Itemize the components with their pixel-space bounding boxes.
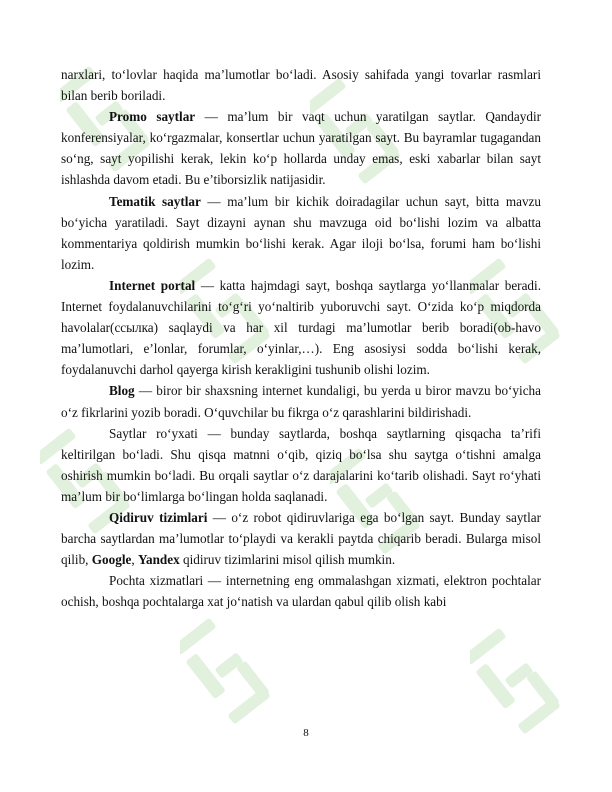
paragraph-text: , — [131, 552, 138, 568]
page-body — [61, 64, 541, 612]
paragraph-saytlar-royxati — [61, 423, 541, 507]
paragraph-text: qidiruv tizimlarini misol qilish mumkin. — [179, 552, 396, 568]
term-yandex: Yandex — [137, 552, 180, 568]
term-promo-saytlar: Promo saytlar — [109, 109, 196, 125]
paragraph-promo-saytlar — [61, 106, 541, 190]
paragraph-blog — [61, 380, 541, 422]
term-tematik-saytlar: Tematik saytlar — [109, 193, 201, 209]
paragraph-text: — ma’lum bir kichik doiradagilar uchun sayt, bitta mavzu bo‘yicha yaratiladi. Sayt dizayni aynan shu mavzuga oid bo‘lishi lozim va albatta kommentariya qoldirish mumkin bo‘lishi kerak. Agar iloji bo‘lsa, forumi ham bo‘lishi lozim. — [61, 193, 542, 272]
paragraph-text: Saytlar ro‘yxati — bunday saytlarda, boshqa saytlarning qisqacha ta’rifi keltirilgan bo‘ladi. Shu qisqa matnni o‘qib, qiziq bo‘lsa shu saytga o‘tishni amalga oshirish mumkin bo‘ladi. Bu orqali saytlar o‘z darajalarini ko‘tarib olishadi. Sayt ro‘yhati ma’lum bir bo‘limlarga bo‘lingan holda saqlanadi. — [61, 425, 541, 504]
term-blog: Blog — [109, 383, 135, 399]
paragraph-text: — biror bir shaxsning internet kundaligi, bu yerda u biror mavzu bo‘yicha o‘z fikrlarini yozib boradi. O‘quvchilar bu fikrga o‘z qarashlarini bildirishadi. — [61, 383, 541, 420]
paragraph-qidiruv-tizimlari — [61, 507, 541, 570]
paragraph-text: — katta hajmdagi sayt, boshqa saytlarga yo‘llanmalar beradi. Internet foydalanuvchilarini to‘g‘ri yo‘naltirib yuboruvchi sayt. O‘zida ko‘p miqdorda havolalar(ссылка) saqlaydi va har xil turdagi ma’lumotlar berib boradi(ob-havo ma’lumotlari, e’lonlar, forumlar, o‘yinlar,…). Eng asosiysi sodda bo‘lishi kerak, foydalanuvchi darhol qayerga kirish kerakligini tushunib olishi lozim. — [61, 277, 541, 378]
paragraph-text: narxlari, to‘lovlar haqida ma’lumotlar bo‘ladi. Asosiy sahifada yangi tovarlar rasmlari bilan berib boriladi. — [61, 67, 541, 104]
paragraph-tematik-saytlar — [61, 191, 541, 275]
term-qidiruv-tizimlari: Qidiruv tizimlari — [109, 509, 208, 525]
paragraph-text: — o‘z robot qidiruvlariga ega bo‘lgan sayt. Bunday saytlar barcha saytlardan ma’lumotlar to‘playdi va kerakli paytda chiqarib beradi. Bularga misol qilib, — [61, 509, 541, 568]
document-watermark-icon — [180, 610, 270, 740]
term-internet-portal: Internet portal — [109, 277, 196, 293]
paragraph-continuation — [61, 64, 541, 106]
paragraph-text: Pochta xizmatlari — internetning eng ommalashgan xizmati, elektron pochtalar ochish, boshqa pochtalarga xat jo‘natish va ulardan qabul qilib olish kabi — [61, 573, 541, 610]
paragraph-text: — ma’lum bir vaqt uchun yaratilgan saytlar. Qandaydir konferensiyalar, ko‘rgazmalar, konsertlar uchun yaratilgan sayt. Bu bayramlar tugagandan so‘ng, sayt yopilishi kerak, lekin ko‘p hollarda unday emas, eski xabarlar bilan sayt ishlashda davom etadi. Bu e’tiborsizlik natijasidir. — [61, 109, 541, 188]
paragraph-pochta-xizmatlari — [61, 570, 541, 612]
term-google: Google — [91, 552, 132, 568]
paragraph-internet-portal — [61, 275, 541, 380]
page-number: 8 — [303, 727, 309, 739]
